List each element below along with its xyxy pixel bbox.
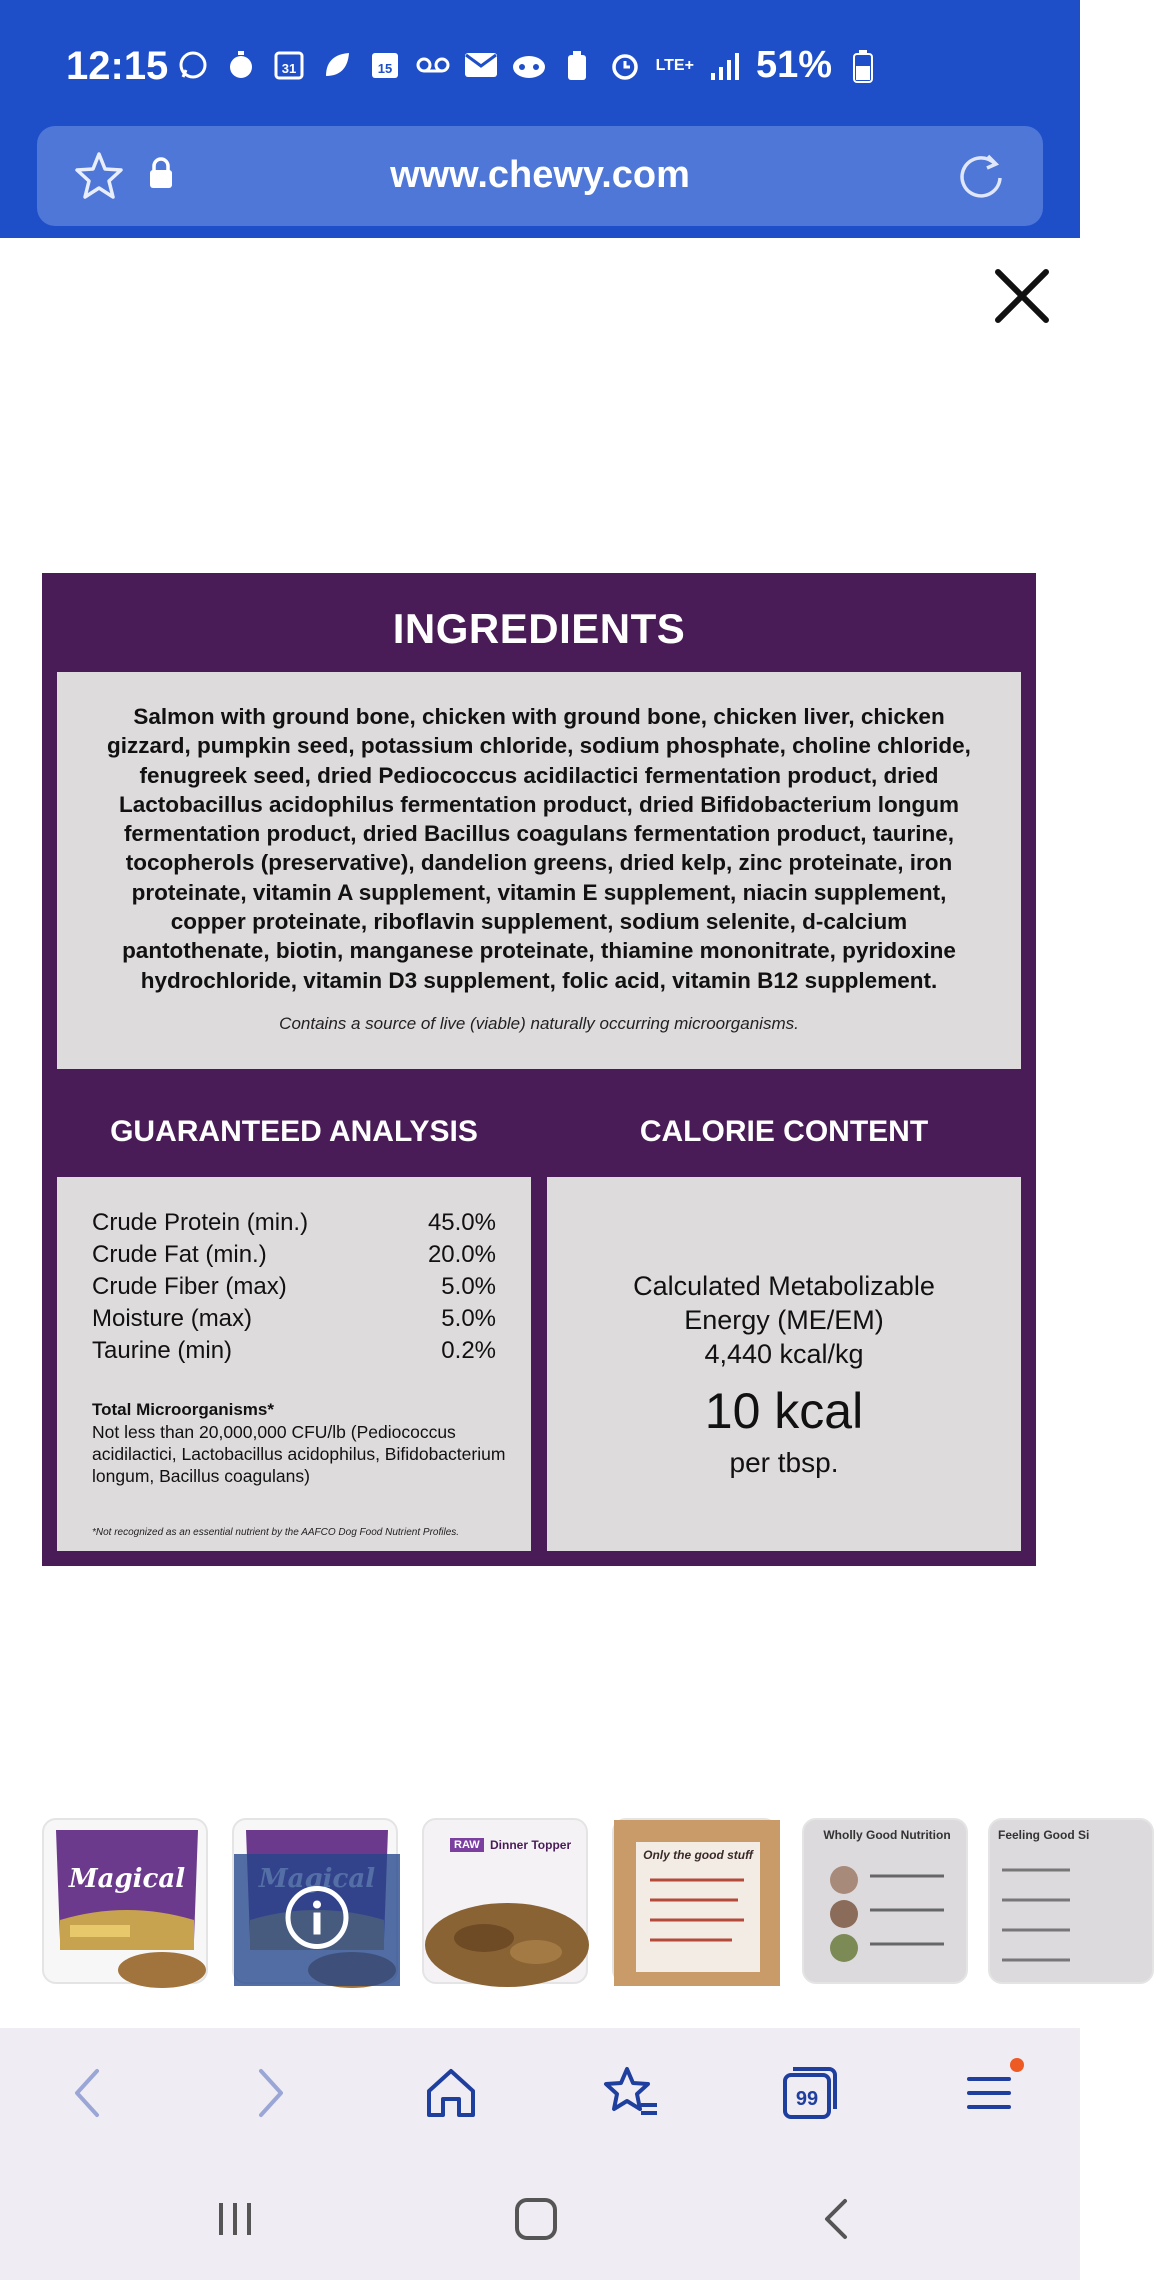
- calorie-content-title: CALORIE CONTENT: [639, 1115, 929, 1148]
- ingredients-note: Contains a source of live (viable) naturally occurring microorganisms.: [279, 1014, 799, 1033]
- battery-percent: 51%: [755, 44, 832, 86]
- calorie-serving-unit: per tbsp.: [729, 1447, 839, 1478]
- calorie-line-2: Energy (ME/EM): [684, 1305, 884, 1335]
- thumbnail-1-text: Magical: [68, 1864, 186, 1894]
- info-icon[interactable]: [284, 1885, 350, 1956]
- reload-icon[interactable]: [955, 150, 1007, 207]
- thumbnail-3-text: Dinner Topper: [490, 1838, 572, 1852]
- tabs-button[interactable]: [774, 2058, 844, 2128]
- calorie-content-panel: [547, 1177, 1021, 1551]
- whatsapp-icon: [176, 48, 210, 82]
- battery-saver-icon: [560, 49, 594, 83]
- signal-icon: [708, 49, 742, 83]
- recent-apps-icon: [213, 2197, 257, 2241]
- microorganisms-text: Not less than 20,000,000 CFU/lb (Pediococcus acidilactici, Lactobacillus acidophilus, Bifidobacterium longum, Bacillus coagulans): [92, 1422, 506, 1486]
- calendar-icon: [272, 48, 306, 82]
- analysis-value: 45.0%: [427, 1209, 496, 1236]
- svg-text:99: 99: [795, 2088, 819, 2110]
- recent-apps-button[interactable]: [200, 2184, 270, 2254]
- analysis-label: Crude Fiber (max): [92, 1273, 287, 1300]
- alarm-icon: [608, 49, 642, 83]
- timer-icon: [224, 48, 258, 82]
- mail-icon: [464, 48, 498, 82]
- svg-text:15: 15: [377, 61, 393, 76]
- status-time: 12:15: [66, 44, 169, 88]
- back-button[interactable]: [52, 2058, 122, 2128]
- home-nav-button[interactable]: [501, 2184, 571, 2254]
- analysis-label: Moisture (max): [92, 1305, 253, 1332]
- thumbnail-5-text: Wholly Good Nutrition: [823, 1828, 951, 1842]
- analysis-label: Crude Protein (min.): [92, 1209, 309, 1236]
- analysis-label: Taurine (min): [92, 1337, 233, 1364]
- close-button[interactable]: [990, 264, 1054, 328]
- calorie-line-1: Calculated Metabolizable: [633, 1271, 935, 1301]
- status-bar: [0, 0, 1080, 120]
- forward-button[interactable]: [236, 2058, 306, 2128]
- thumbnail-2-selected[interactable]: [232, 1818, 398, 1984]
- thumbnail-6-text: Feeling Good Si: [998, 1828, 1090, 1842]
- back-nav-button[interactable]: [802, 2184, 872, 2254]
- tabs-icon: [779, 2063, 839, 2123]
- system-navigation-bar: [0, 2154, 1080, 2280]
- thumbnail-5[interactable]: [802, 1818, 968, 1984]
- analysis-value: 5.0%: [441, 1273, 496, 1300]
- system-status: [560, 44, 880, 87]
- guaranteed-analysis-panel: [57, 1177, 531, 1551]
- ingredients-food-image: [614, 1820, 780, 1986]
- ingredients-panel: [57, 672, 1021, 1069]
- microorganisms-title: Total Microorganisms*: [92, 1400, 274, 1419]
- menu-button[interactable]: [954, 2058, 1024, 2128]
- menu-icon: [961, 2065, 1017, 2121]
- thumbnail-3[interactable]: [422, 1818, 588, 1984]
- svg-text:31: 31: [281, 61, 297, 76]
- image-thumbnail-strip[interactable]: [0, 1818, 1090, 1984]
- analysis-value: 20.0%: [427, 1241, 496, 1268]
- battery-icon: [846, 49, 880, 83]
- calendar-15-icon: [368, 48, 402, 82]
- thumbnail-3-badge: RAW: [450, 1838, 484, 1852]
- url-text[interactable]: www.chewy.com: [390, 154, 690, 196]
- ingredients-text: Salmon with ground bone, chicken with ground bone, chicken liver, chicken gizzard, pumpkin seed, potassium chloride, sodium phosphate, choline chloride, fenugreek seed, dried Pediococcus acidilactici fermentation product, dried Lactobacillus acidophilus fermentation product, dried Bifidobacterium longum fermentation product, dried Bacillus coagulans fermentation product, taurine, tocopherols (preservative), dandelion greens, dried kelp, zinc proteinate, iron proteinate, vitamin A supplement, vitamin E supplement, niacin supplement, copper proteinate, riboflavin supplement, sodium selenite, d-calcium pantothenate, biotin, manganese proteinate, thiamine mononitrate, pyridoxine hydrochloride, vitamin D3 supplement, folic acid, vitamin B12 supplement.: [107, 704, 971, 993]
- calorie-line-3: 4,440 kcal/kg: [704, 1339, 864, 1369]
- browser-bottom-bar: [0, 2028, 1080, 2154]
- home-button[interactable]: [416, 2058, 486, 2128]
- thumbnail-overlay: [234, 1854, 400, 1986]
- address-bar[interactable]: [37, 126, 1043, 226]
- voicemail-icon: [416, 48, 450, 82]
- thumbnail-4-text: Only the good stuff: [643, 1848, 753, 1862]
- thumbnail-1[interactable]: [42, 1818, 208, 1984]
- analysis-value: 5.0%: [441, 1305, 496, 1332]
- leaf-icon: [320, 48, 354, 82]
- thumbnail-6[interactable]: [988, 1818, 1154, 1984]
- game-controller-icon: [512, 48, 546, 82]
- back-nav-icon: [817, 2195, 857, 2243]
- product-image-label[interactable]: [42, 573, 1036, 1566]
- browser-toolbar: [0, 120, 1080, 238]
- analysis-value: 0.2%: [441, 1337, 496, 1364]
- bookmarks-star-icon: [601, 2065, 661, 2121]
- ingredients-title: INGREDIENTS: [392, 605, 686, 652]
- close-icon: [990, 264, 1054, 328]
- thumbnail-4[interactable]: [612, 1818, 778, 1984]
- notification-dot: [1010, 2058, 1024, 2072]
- benefits-image: [990, 1820, 1156, 1986]
- chevron-left-icon: [65, 2063, 109, 2123]
- nutrition-info-image: [804, 1820, 970, 1986]
- analysis-label: Crude Fat (min.): [92, 1241, 267, 1268]
- chevron-right-icon: [249, 2063, 293, 2123]
- network-type: LTE+: [655, 56, 694, 74]
- bookmarks-button[interactable]: [596, 2058, 666, 2128]
- analysis-footnote: *Not recognized as an essential nutrient by the AAFCO Dog Food Nutrient Profiles.: [92, 1527, 460, 1538]
- home-icon: [423, 2065, 479, 2121]
- guaranteed-analysis-title: GUARANTEED ANALYSIS: [110, 1115, 478, 1148]
- product-bag-image: [44, 1820, 210, 1986]
- home-square-icon: [512, 2195, 560, 2243]
- calorie-per-serving: 10 kcal: [704, 1383, 864, 1439]
- notification-icons: [176, 48, 594, 82]
